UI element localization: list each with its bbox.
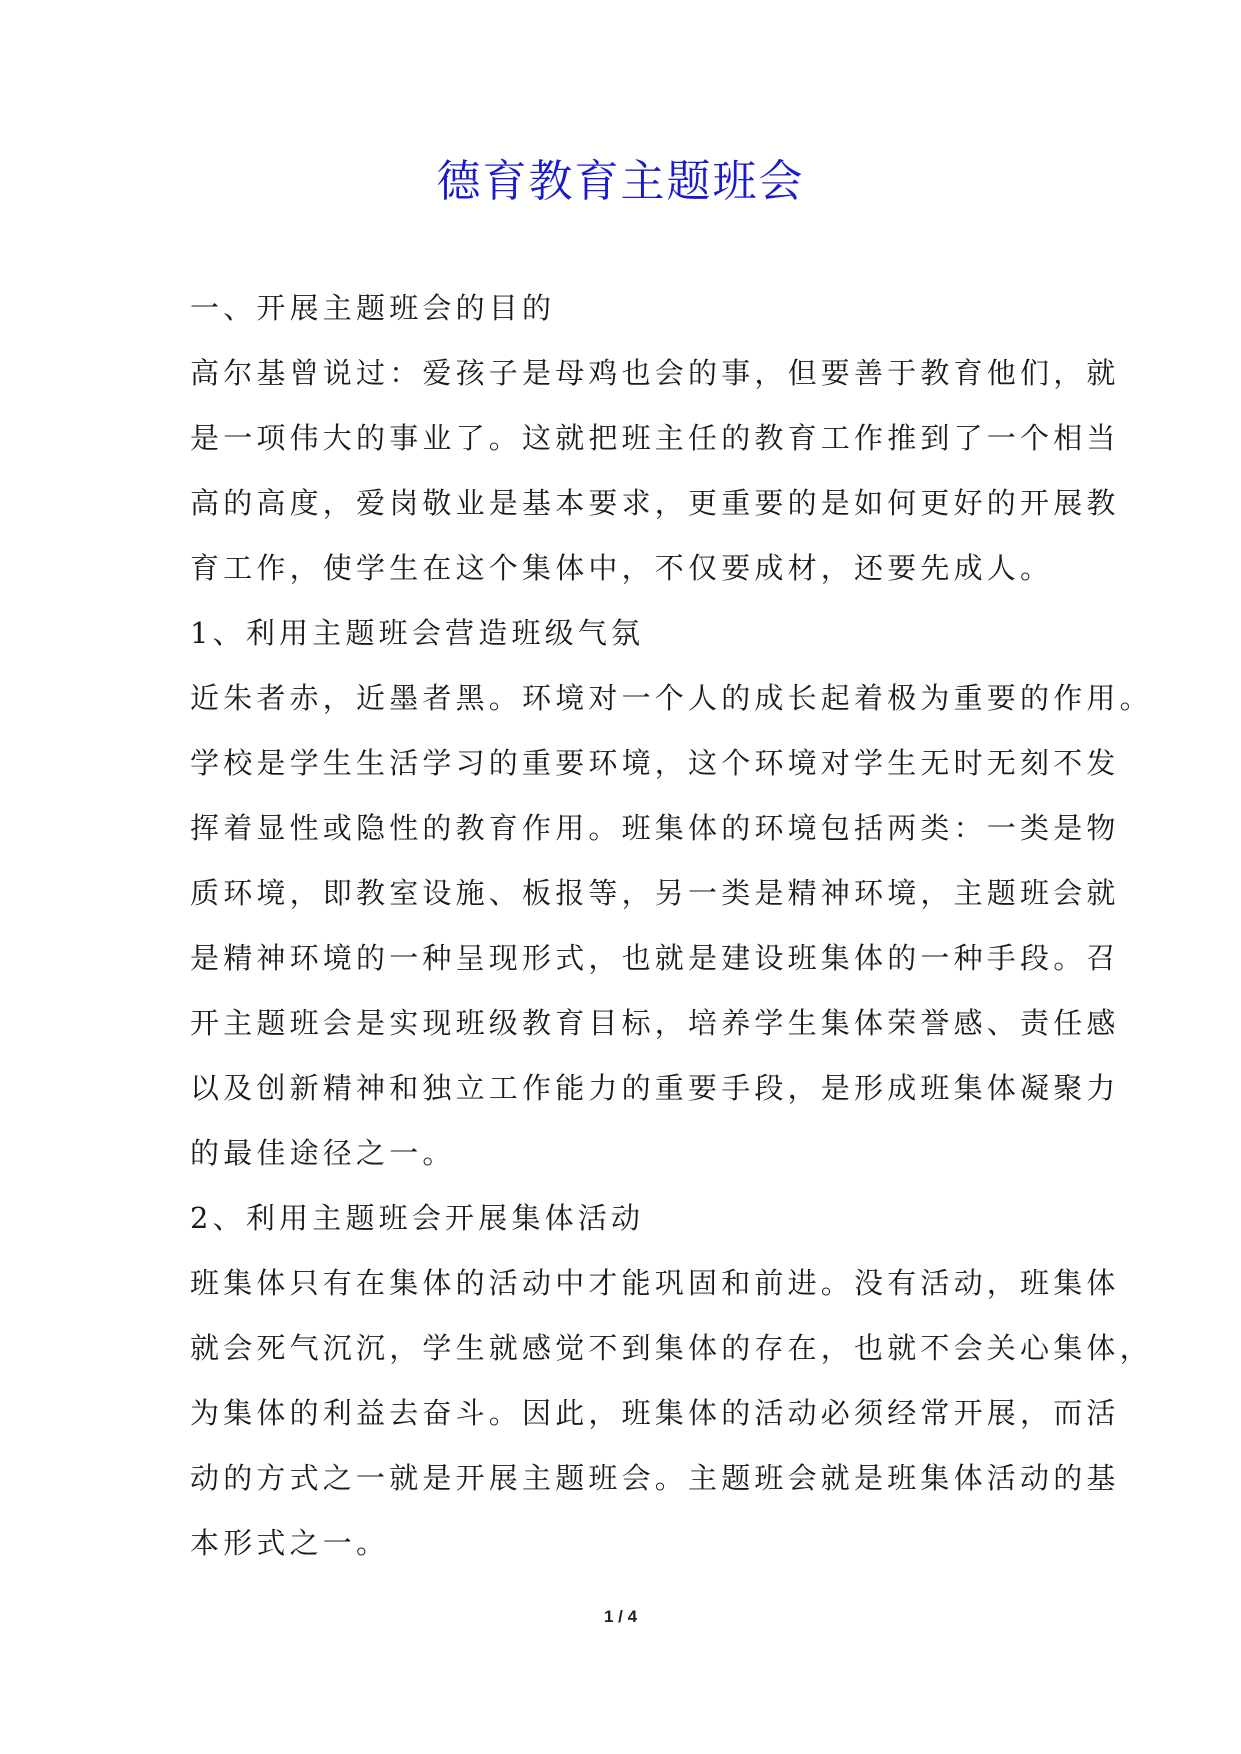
paragraph-line: 是精神环境的一种呈现形式，也就是建设班集体的一种手段。召: [190, 941, 1120, 975]
paragraph-line: 挥着显性或隐性的教育作用。班集体的环境包括两类：一类是物: [190, 811, 1120, 845]
subsection-heading: 1、利用主题班会营造班级气氛: [190, 616, 645, 650]
paragraph-line: 以及创新精神和独立工作能力的重要手段，是形成班集体凝聚力: [190, 1071, 1120, 1105]
paragraph-line: 质环境，即教室设施、板报等，另一类是精神环境，主题班会就: [190, 876, 1120, 910]
document-title: 德育教育主题班会: [436, 156, 805, 207]
paragraph-line: 动的方式之一就是开展主题班会。主题班会就是班集体活动的基: [190, 1461, 1120, 1495]
paragraph-line: 为集体的利益去奋斗。因此，班集体的活动必须经常开展，而活: [190, 1396, 1120, 1430]
paragraph-line: 是一项伟大的事业了。这就把班主任的教育工作推到了一个相当: [190, 421, 1120, 455]
paragraph-line: 近朱者赤，近墨者黑。环境对一个人的成长起着极为重要的作用。: [190, 681, 1153, 715]
paragraph-line: 高的高度，爱岗敬业是基本要求，更重要的是如何更好的开展教: [190, 486, 1120, 520]
paragraph-line: 开主题班会是实现班级教育目标，培养学生集体荣誉感、责任感: [190, 1006, 1120, 1040]
subsection-heading: 2、利用主题班会开展集体活动: [190, 1201, 645, 1235]
paragraph-line: 学校是学生生活学习的重要环境，这个环境对学生无时无刻不发: [190, 746, 1120, 780]
section-heading: 一、开展主题班会的目的: [190, 291, 556, 325]
page-number: 1 / 4: [603, 1607, 638, 1626]
document-body: [190, 287, 1153, 1587]
paragraph-line: 育工作，使学生在这个集体中，不仅要成材，还要先成人。: [190, 551, 1054, 585]
paragraph-line: 本形式之一。: [190, 1526, 390, 1560]
paragraph-line: 高尔基曾说过：爱孩子是母鸡也会的事，但要善于教育他们，就: [190, 356, 1120, 390]
paragraph-line: 班集体只有在集体的活动中才能巩固和前进。没有活动，班集体: [190, 1266, 1120, 1300]
paragraph-line: 就会死气沉沉，学生就感觉不到集体的存在，也就不会关心集体，: [190, 1331, 1153, 1365]
paragraph-line: 的最佳途径之一。: [190, 1136, 456, 1170]
